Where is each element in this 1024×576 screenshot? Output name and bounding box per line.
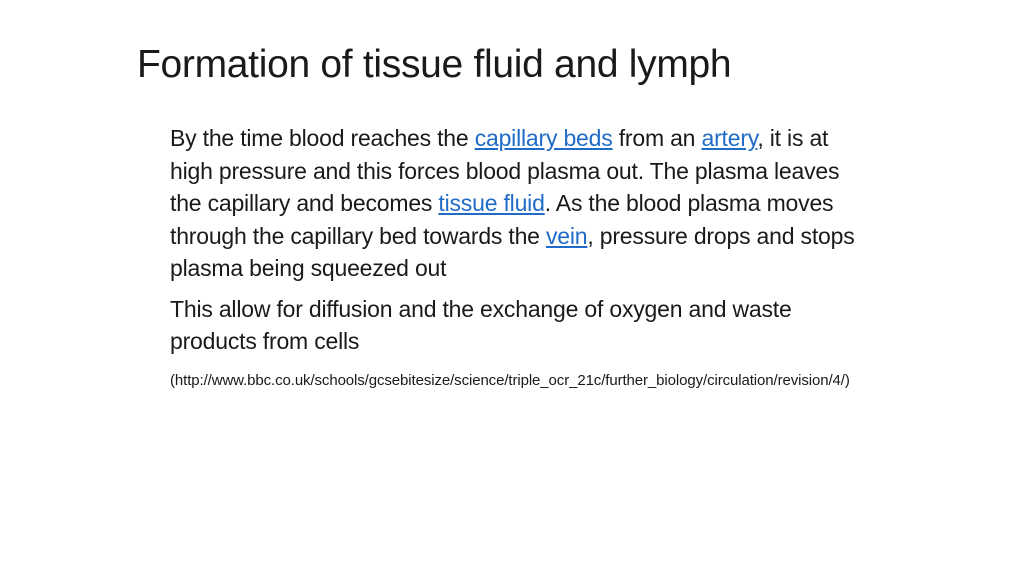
text-segment: , pressure drops and stops plasma being squeezed out [170,222,855,281]
paragraph-diffusion: This allow for diffusion and the exchange of oxygen and waste products from cells [170,295,792,354]
text-segment: . As the blood plasma moves through the capillary bed towards the [170,190,834,249]
slide-title: Formation of tissue fluid and lymph [137,43,732,86]
text-segment: from an [612,125,702,151]
link-capillary-beds[interactable]: capillary beds [474,125,613,151]
link-vein[interactable]: vein [545,222,588,249]
link-artery[interactable]: artery [701,125,758,151]
link-tissue-fluid[interactable]: tissue fluid [438,190,545,216]
text-segment: By the time blood reaches the [170,125,475,151]
slide-body [170,122,860,400]
text-segment: , it is at high pressure and this forces blood plasma out. The plasma leaves the capillary and becomes [170,125,840,216]
source-citation: (http://www.bbc.co.uk/schools/gcsebitesize/science/triple_ocr_21c/further_biology/circulation/revision/4/) [170,371,850,389]
paragraph-capillary-pressure [170,122,860,285]
